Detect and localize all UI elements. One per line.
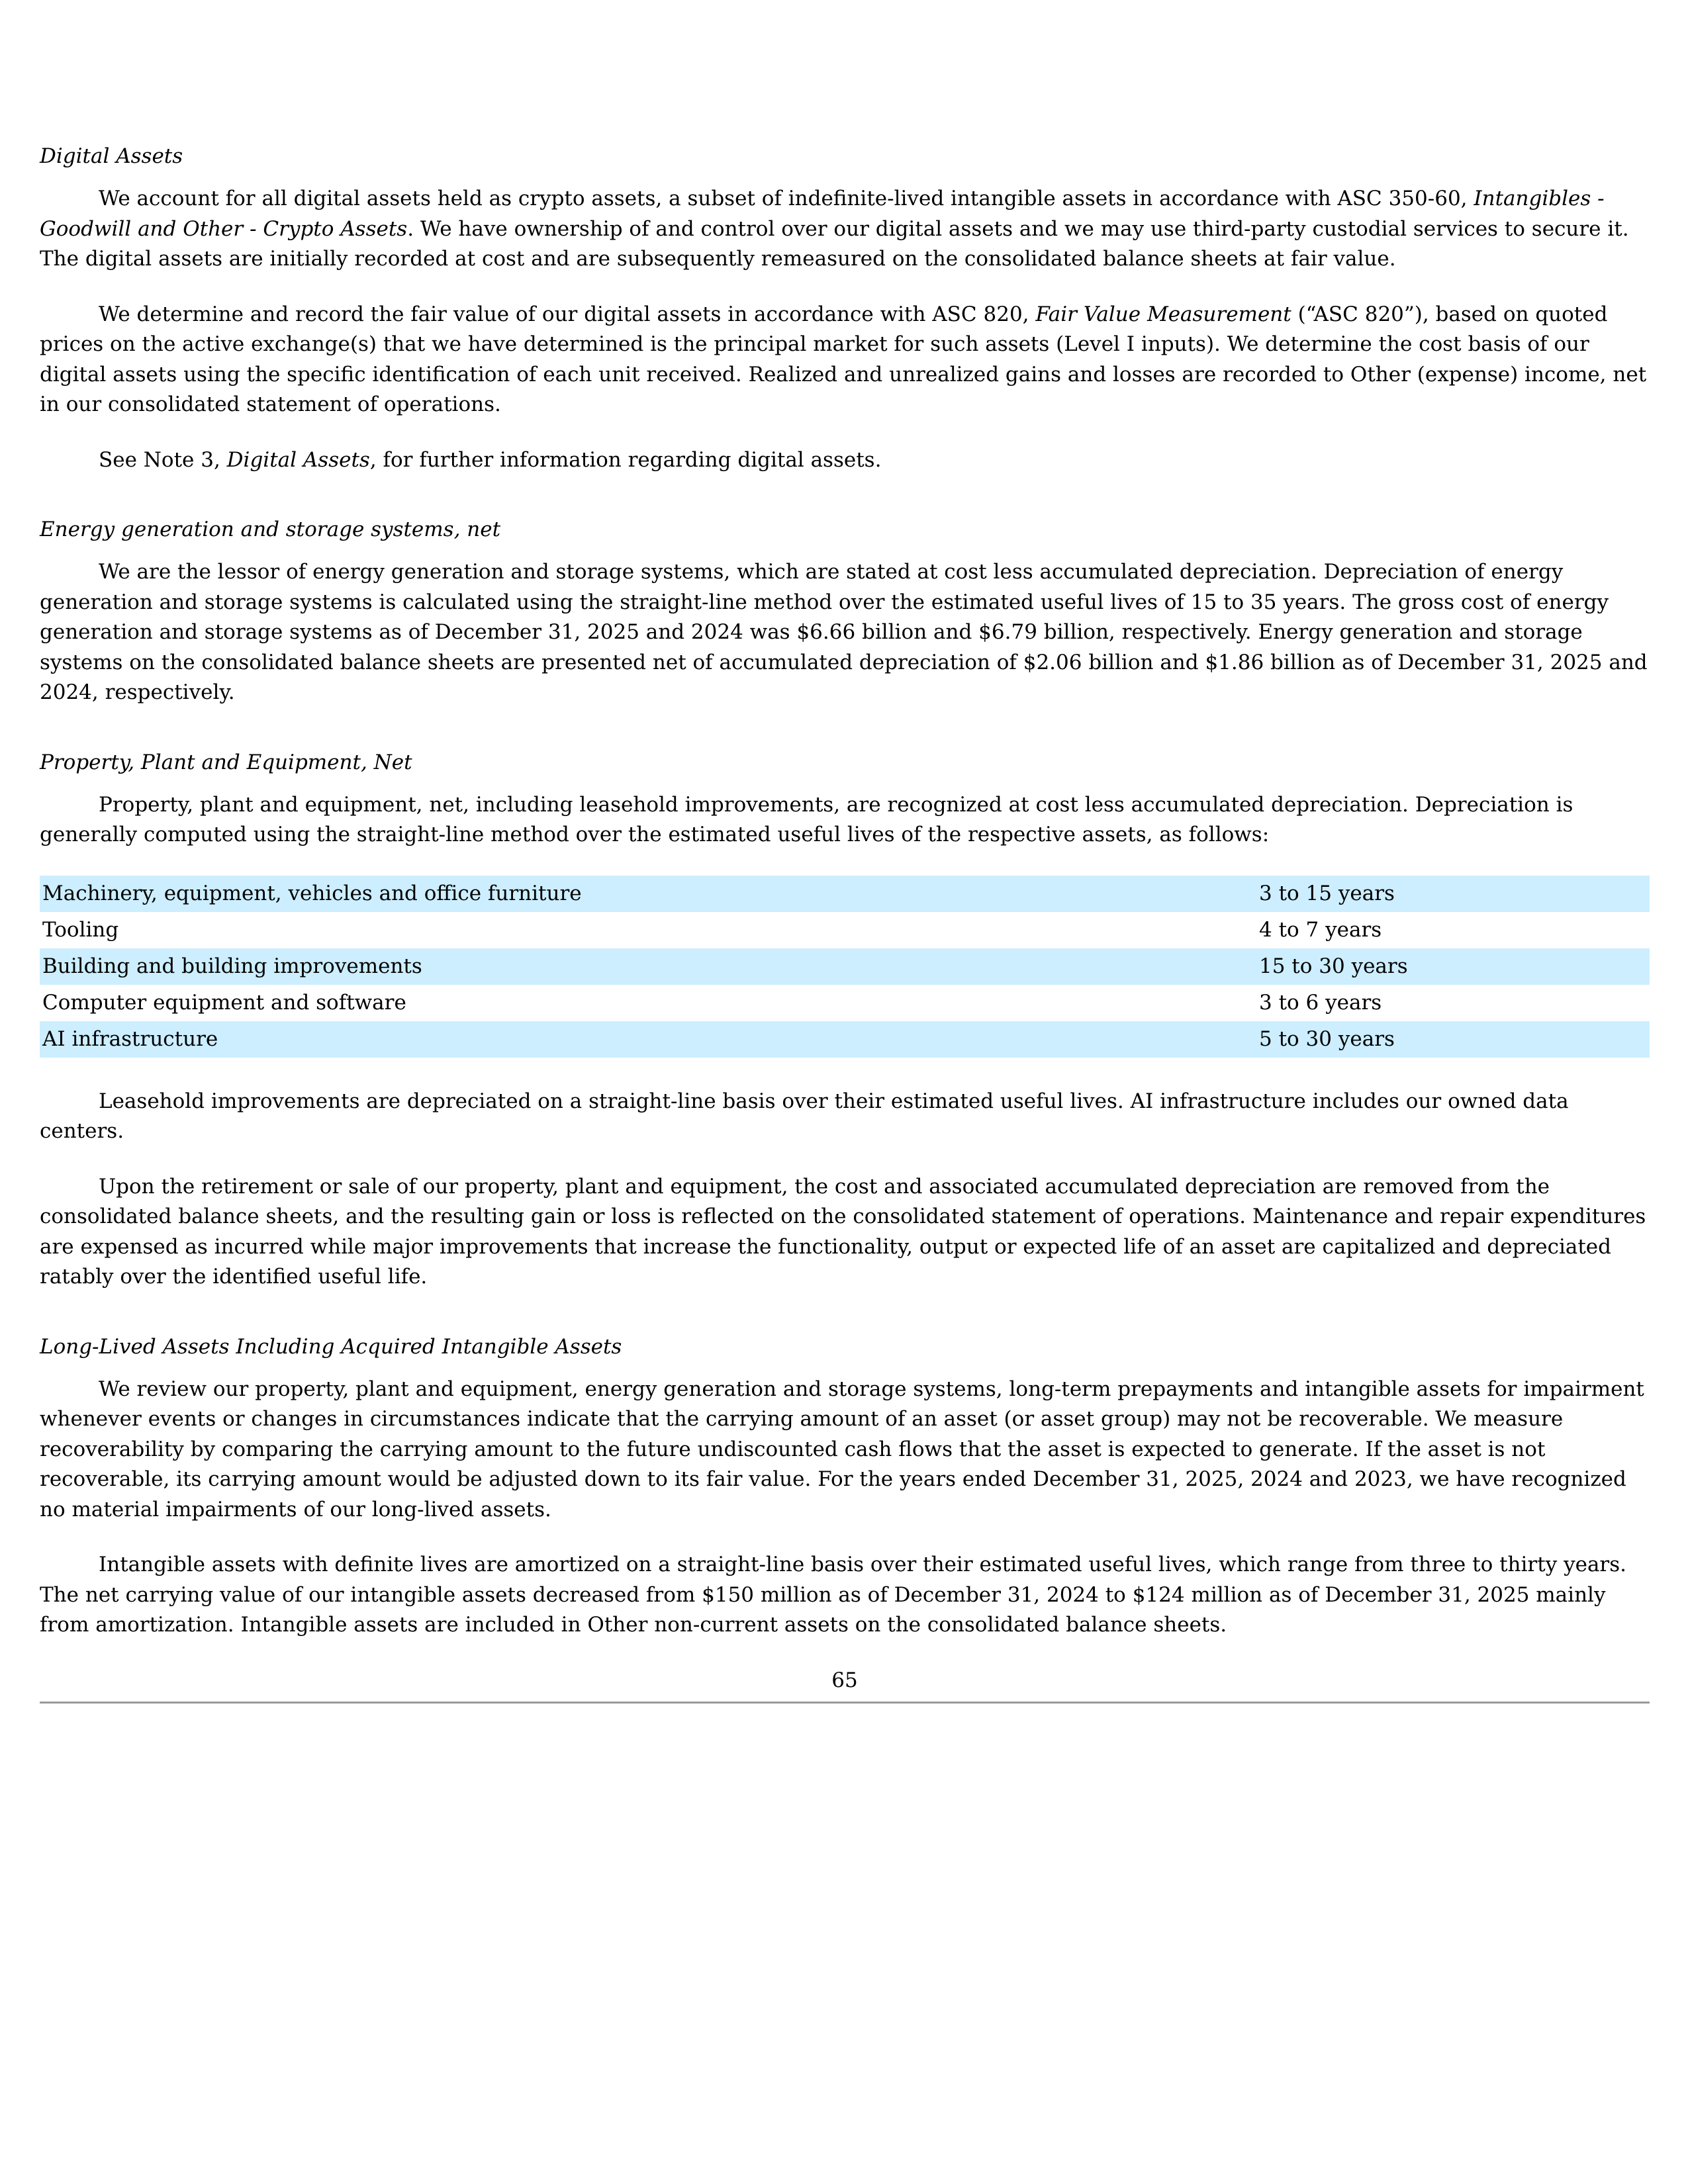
useful-life-cell: 3 to 6 years [1259, 990, 1382, 1015]
section-heading-energy-generation: Energy generation and storage systems, net [40, 518, 501, 541]
useful-life-cell: 15 to 30 years [1256, 948, 1650, 985]
page-number: 65 [831, 1668, 858, 1692]
asset-class-cell: Computer equipment and software [42, 990, 406, 1015]
section-heading-digital-assets: Digital Assets [40, 144, 183, 168]
paragraph [40, 300, 1650, 420]
paragraph [40, 184, 1650, 275]
useful-lives-table [40, 876, 1650, 1058]
paragraph: Intangible assets with definite lives are amortized on a straight-line basis over their estimated useful lives, which range from three to thirty years. The net carrying value of our intangible assets decreased from $150 million as of December 31, 2024 to $124 million as of December 31, 2025 mainly from amortization. Intangible assets are included in Other non-current assets on the consolidated balance sheets. [40, 1553, 1627, 1637]
italic-text: Fair Value Measurement [1035, 302, 1291, 326]
table-row [40, 948, 1650, 985]
paragraph: We are the lessor of energy generation and storage systems, which are stated at cost less accumulated depreciation. Depreciation of energy generation and storage systems is calculated using the straight-line method over the estimated useful lives of 15 to 35 years. The gross cost of energy generation and storage systems as of December 31, 2025 and 2024 was $6.66 billion and $6.79 billion, respectively. Energy generation and storage systems on the consolidated balance sheets are presented net of accumulated depreciation of $2.06 billion and $1.86 billion as of December 31, 2025 and 2024, respectively. [40, 560, 1648, 704]
table-row [40, 912, 1650, 948]
section-heading-ppe: Property, Plant and Equipment, Net [40, 750, 412, 774]
italic-text: Intangibles - Goodwill and Other - Crypto Assets [40, 187, 1605, 241]
asset-class-cell: Tooling [42, 917, 119, 942]
text-run: , for further information regarding digital assets. [369, 447, 882, 472]
table-row [40, 985, 1650, 1021]
text-run: We determine and record the fair value of our digital assets in accordance with ASC 820, [99, 302, 1036, 326]
table-row [40, 876, 1650, 912]
document-page [40, 142, 1650, 1704]
section-heading-long-lived-assets: Long-Lived Assets Including Acquired Intangible Assets [40, 1334, 622, 1359]
italic-text: Digital Assets [226, 447, 370, 472]
asset-class-cell: AI infrastructure [40, 1021, 1256, 1058]
text-run: (“ASC 820”), based on quoted prices on the active exchange(s) that we have determined is the principal market for such assets (Level I inputs). We determine the cost basis of our digital assets using the specific identification of each unit received. Realized and unrealized gains and losses are recorded to Other (expense) income, net in our consolidated statement of operations. [40, 302, 1647, 416]
text-run: . We have ownership of and control over our digital assets and we may use third-party custodial services to secure it. The digital assets are initially recorded at cost and are subsequently remeasured on the consolidated balance sheets at fair value. [40, 216, 1629, 271]
asset-class-cell: Machinery, equipment, vehicles and office furniture [40, 876, 1256, 912]
useful-life-cell: 3 to 15 years [1256, 876, 1650, 912]
paragraph: Property, plant and equipment, net, including leasehold improvements, are recognized at cost less accumulated depreciation. Depreciation is generally computed using the straight-line method over the estimated useful lives of the respective assets, as follows: [40, 792, 1573, 846]
text-run: See Note 3, [99, 447, 227, 472]
paragraph: Leasehold improvements are depreciated on a straight-line basis over their estimated useful lives. AI infrastructure includes our owned data centers. [40, 1089, 1569, 1143]
paragraph: We review our property, plant and equipment, energy generation and storage systems, long-term prepayments and intangible assets for impairment whenever events or changes in circumstances indicate that the carrying amount of an asset (or asset group) may not be recoverable. We measure recoverability by comparing the carrying amount to the future undiscounted cash flows that the asset is expected to generate. If the asset is not recoverable, its carrying amount would be adjusted down to its fair value. For the years ended December 31, 2025, 2024 and 2023, we have recognized no material impairments of our long-lived assets. [40, 1377, 1644, 1522]
footer-divider [40, 1702, 1650, 1704]
text-run: We account for all digital assets held as crypto assets, a subset of indefinite-lived intangible assets in accordance with ASC 350-60, [99, 187, 1474, 210]
useful-life-cell: 5 to 30 years [1256, 1021, 1650, 1058]
paragraph: Upon the retirement or sale of our property, plant and equipment, the cost and associated accumulated depreciation are removed from the consolidated balance sheets, and the resulting gain or loss is reflected on the consolidated statement of operations. Maintenance and repair expenditures are expensed as incurred while major improvements that increase the functionality, output or expected life of an asset are capitalized and depreciated ratably over the identified useful life. [40, 1174, 1646, 1289]
paragraph [40, 445, 1650, 476]
useful-life-cell: 4 to 7 years [1259, 917, 1382, 942]
table-row [40, 1021, 1650, 1058]
asset-class-cell: Building and building improvements [40, 948, 1256, 985]
